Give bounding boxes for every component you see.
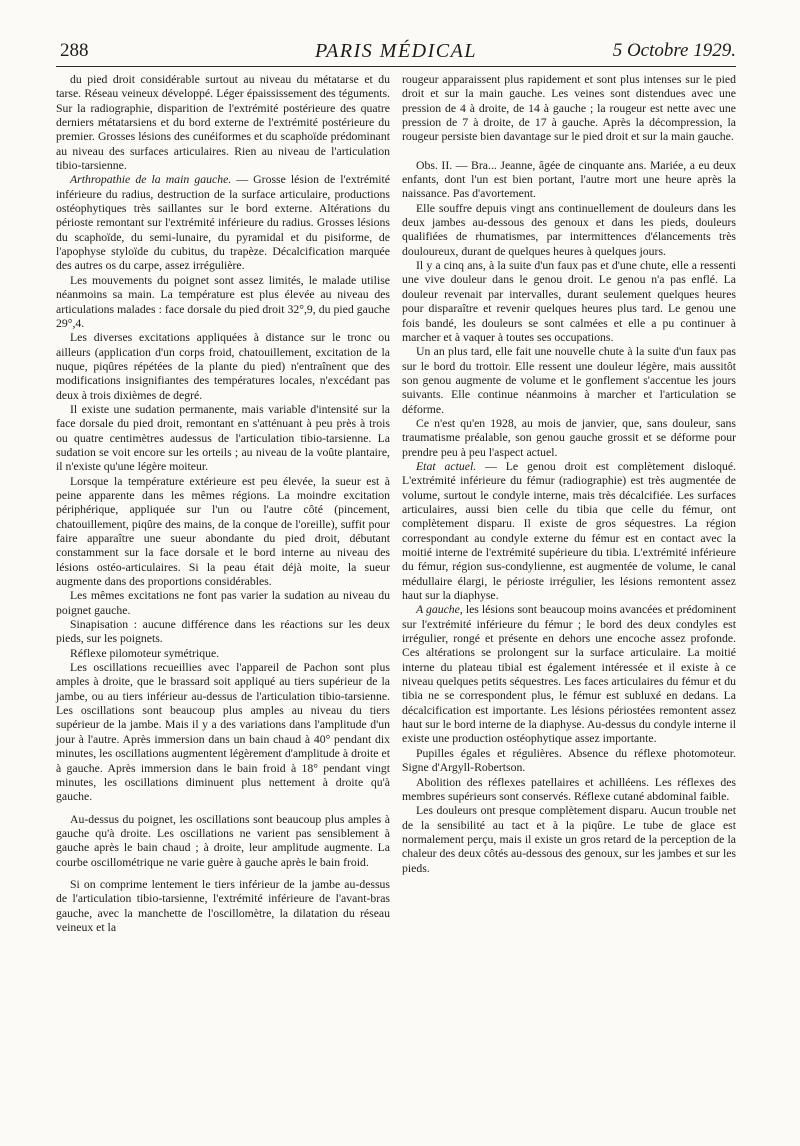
text-columns [56,73,736,935]
paragraph [402,776,736,805]
paragraph [56,73,390,173]
paragraph [56,403,390,475]
journal-title: PARIS MÉDICAL [315,40,477,62]
paragraph-text: Lorsque la température extérieure est peu élevée, la sueur est à peine apparente dans les mêmes régions. La moindre excitation périphérique, appliquée sur l'un ou l'autre côté (pincement, chatouillement, piqûre des mains, de la conque de l'oreille), suffit pour faire apparaître une sueur abondante du pied droit, débutant constamment sur la face dorsale et le bord interne au niveau des lésions ostéo-articulaires. Si la peau était déjà moite, la sueur augmente dans des proportions considérables. [56,474,390,589]
paragraph [56,274,390,331]
paragraph-text: Les mêmes excitations ne font pas varier la sudation au niveau du poignet gauche. [56,589,390,617]
paragraph-lead: Arthropathie de la main gauche. [70,173,232,187]
paragraph-text: Il existe une sudation permanente, mais variable d'intensité sur la face dorsale du pied droit, remontant en s'atténuant à peu près à trois ou quatre centimètres audessus de l'articulation tibio-tarsienne. La sudation se voit encore sur les orteils ; au niveau de la voûte plantaire, il n'existe qu'une légère moiteur. [56,402,390,474]
paragraph-text: Les mouvements du poignet sont assez limités, le malade utilise néanmoins sa main. La température est plus élevée au niveau des articulations malades : face dorsale du pied droit 32°,9, du pied gauche 29°,4. [56,273,390,330]
left-column [56,73,390,935]
paragraph [402,345,736,417]
paragraph-text: Elle souffre depuis vingt ans continuellement de douleurs dans les deux jambes au-dessous des genoux et dans les pieds, douleurs qualifiées de rhumatismes, par intermittences d'élancements très douloureux, durant de quelques heures à quelques jours. [402,201,736,258]
paragraph-text: Les douleurs ont presque complètement disparu. Aucun trouble net de la sensibilité au tact et à la piqûre. Le tube de glace est normalement perçu, mais il existe un gros retard de la perception de la chaleur des deux côtés au-dessous des genoux, sur les jambes et sur les pieds. [402,804,736,875]
paragraph [402,259,736,345]
paragraph [56,475,390,590]
paragraph [56,647,390,661]
paragraph-text: les lésions sont beaucoup moins avancées et prédominent sur l'extrémité inférieure du fémur ; le bord des deux condyles est irrégulier, rongé et présente en dehors une encoche assez profonde. Ces altérations se prolongent sur la surface articulaire. La moitié interne du plateau tibial est également intéressée et il existe à ce niveau quelques petits séquestres. Les faces articulaires du fémur et du tibia ne se correspondent plus, le fémur est subluxé en dedans. La décalcification est importante. Les lésions périostées remontent assez haut sur le bord interne de la diaphyse. Au-dessus du condyle interne il existe une production ostéophytique assez importante. [402,603,736,746]
paragraph [56,331,390,403]
paragraph-text: Les oscillations recueillies avec l'appareil de Pachon sont plus amples à droite, que le brassard soit appliqué au tiers supérieur de la jambe, ou au tiers inférieur au-dessus de l'articulation tibio-tarsienne. Les oscillations sont beaucoup plus amples au niveau du tiers supérieur de la jambe. Mais il y a des variations dans l'amplitude d'un jour à l'autre. Après immersion dans un bain chaud à 40° pendant dix minutes, les oscillations augmentent légèrement d'amplitude à droite et à gauche. Après immersion dans le bain froid à 18° pendant vingt minutes, les oscillations diminuent plus nettement à droite qu'à gauche. [56,661,390,804]
paragraph-text: Réflexe pilomoteur symétrique. [70,646,220,660]
paragraph-text: Pupilles égales et régulières. Absence du réflexe photomoteur. Signe d'Argyll-Robertson. [402,746,736,775]
paragraph [56,813,390,870]
paragraph [402,603,736,746]
paragraph-text: Les diverses excitations appliquées à distance sur le tronc ou ailleurs (application d'un corps froid, chatouillement, excitation de la nuque, piqûres répétées de la plante du pied) n'entraînent que des modifications insignifiantes des températures locales, n'excédant pas deux à trois dixièmes de degré. [56,331,390,402]
paragraph-text: Il y a cinq ans, à la suite d'un faux pas et d'une chute, elle a ressenti une vive douleur dans le genou droit. Le genou n'a pas enflé. La douleur revenait par intervalles, durant seulement quelques heures pour disparaître et revenir quelques heures plus tard. Le genou une fois bandé, les douleurs se sont calmées et elle a pu continuer à marcher et à vaquer à toutes ses occupations. [402,259,736,344]
paragraph-text: rougeur apparaissent plus rapidement et sont plus intenses sur le pied droit et sur la main gauche. Les veines sont distendues avec une pression de 4 à droite, de 14 à gauche ; la rougeur est nette avec une pression de 7 à droite, de 17 à gauche. Après la décompression, la rougeur persiste bien davantage sur le pied droit et sur la main gauche. [402,73,736,144]
running-header [56,40,736,67]
paragraph-lead: A gauche, [416,603,463,617]
paragraph [402,73,736,145]
paragraph-text: Sinapisation : aucune différence dans les réactions sur les deux pieds, sur les poignets. [56,618,390,646]
paragraph-lead: Etat actuel. [416,459,477,473]
paragraph [402,747,736,776]
paragraph-text: Un an plus tard, elle fait une nouvelle chute à la suite d'un faux pas sur le bord du trottoir. Elle ressent une douleur légère, mais aussitôt son genou augmente de volume et le gonflement s'accentue les jours suivants. Elle continue néanmoins à marcher et l'articulation se déforme. [402,345,736,416]
paragraph [56,173,390,273]
paragraph-text: Obs. II. — Bra... Jeanne, âgée de cinquante ans. Mariée, a eu deux enfants, dont l'un est bien portant, l'autre mort une heure après la naissance. Pas d'avortement. [402,158,736,201]
paragraph [402,202,736,259]
right-column [402,73,736,935]
paragraph [402,804,736,876]
paragraph-text: Si on comprime lentement le tiers inférieur de la jambe au-dessus de l'articulation tibio-tarsienne, l'extrémité inférieure de l'avant-bras gauche, avec la manchette de l'oscillomètre, la dilatation du réseau veineux et la [56,877,390,934]
paragraph-text: — Le genou droit est complètement disloqué. L'extrémité inférieure du fémur (radiographie) est très augmentée de volume, surtout le condyle interne, mais très décalcifiée. Les surfaces articulaires, aussi bien celle du tibia que celle du fémur, ont complètement disparu. Il existe de gros séquestres. La région correspondant au condyle externe du fémur est en contact avec la moitié interne de l'extrémité supérieure du tibia. L'extrémité inférieure du fémur, région sus-condylienne, est augmentée de volume, le canal médullaire élargi, le périoste irrégulier, les lésions remontent assez haut sur la diaphyse. [402,459,736,603]
paragraph [402,159,736,202]
paragraph-text: Ce n'est qu'en 1928, au mois de janvier, que, sans douleur, sans traumatisme préalable, son genou gauche grossit et se déforme pour prendre peu à peu l'aspect actuel. [402,416,736,459]
paragraph-text: du pied droit considérable surtout au niveau du métatarse et du tarse. Réseau veineux développé. Léger épaississement des téguments. Sur la radiographie, disparition de l'extrémité postérieure des quatre derniers métatarsiens et du bord externe de l'extrémité postérieure du premier. Grosses lésions des cunéiformes et du scaphoïde prédominant au niveau des surfaces articulaires. Rien au niveau de l'articulation tibio-tarsienne. [56,73,390,173]
issue-date: 5 Octobre 1929. [612,40,736,61]
paragraph-text: Abolition des réflexes patellaires et achilléens. Les réflexes des membres supérieurs sont conservés. Réflexe cutané abdominal faible. [402,775,736,803]
paragraph-text: Au-dessus du poignet, les oscillations sont beaucoup plus amples à gauche qu'à droite. Les oscillations ne varient pas sensiblement à gauche après le bain chaud ; à droite, leur amplitude augmente. La courbe oscillométrique ne varie guère à gauche après le bain froid. [56,812,390,869]
paragraph [56,589,390,618]
paragraph [402,460,736,603]
paragraph-text: — Grosse lésion de l'extrémité inférieure du radius, destruction de la surface articulaire, productions ostéophytiques très saillantes sur le bord externe. Altérations du périoste remontant sur l'extrémité inférieure du radius. Grosses lésions du scaphoïde, du semi-lunaire, du pyramidal et du pisiforme, de l'apophyse styloïde du cubitus, du trapèze. Décalcification marquée des autres os du carpe, assez irrégulière. [56,173,390,273]
paragraph [56,878,390,935]
paragraph [402,417,736,460]
journal-page [56,40,736,935]
page-number: 288 [60,40,89,61]
paragraph [56,661,390,804]
paragraph [56,618,390,647]
